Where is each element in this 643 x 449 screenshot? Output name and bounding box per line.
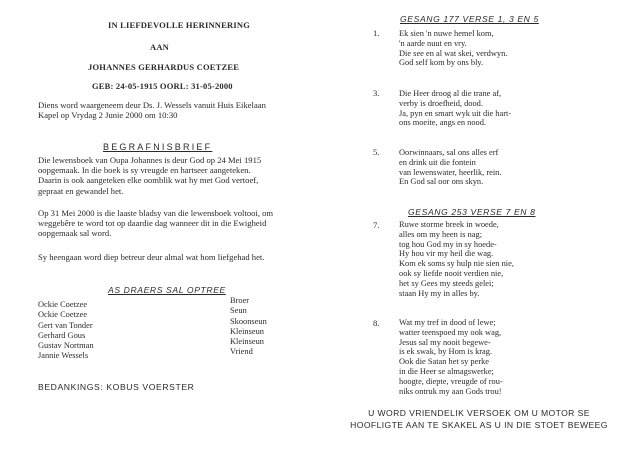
closing-request-line1: U WORD VRIENDELIK VERSOEK OM U MOTOR SE: [368, 408, 590, 418]
verse-line: Jesus sal my nooit begewe-: [399, 337, 491, 347]
bearers-relations: [230, 296, 267, 358]
verse-line: Die Heer droog al die trane af,: [399, 89, 502, 98]
paragraph-line: Op 31 Mei 2000 is die laaste bladsy van die lewensboek voltooi, om: [38, 208, 274, 218]
birth-death-dates: GEB: 24-05-1915 OORL: 31-05-2000: [92, 81, 233, 91]
hymn1-verse: [399, 148, 501, 187]
memorial-aan: AAN: [150, 42, 170, 52]
paragraph-line: gepraat en gewandel het.: [38, 185, 124, 196]
bearer-relation: Skoonseun: [230, 316, 267, 326]
verse-line: Die see en al wat skei, verdwyn.: [399, 48, 508, 58]
verse-line: ons moeite, angs en nood.: [399, 118, 486, 128]
verse-line: Ruwe storme breek in woede,: [399, 220, 499, 229]
verse-line: watter teenspoed my ook wag,: [399, 327, 502, 337]
service-line: Kapel op Vrydag 2 Junie 2000 om 10:30: [38, 110, 178, 121]
hymn1-verse-number: 1.: [373, 28, 380, 38]
service-line: Diens word waargeneem deur Ds. J. Wessels vanuit Huis Eikelaan: [38, 100, 266, 110]
bearer-relation: Kleinseun: [230, 337, 264, 347]
verse-line: hoogte, diepte, vreugde of rou-: [399, 376, 503, 386]
verse-line: het sy Gees my steeds gelei;: [399, 278, 494, 288]
bearer-name: Ockie Coetzee: [38, 310, 88, 320]
hymn1-heading: GESANG 177 VERSE 1, 3 EN 5: [400, 14, 539, 24]
letter-paragraph-3: Sy heengaan word diep betreur deur almal wat hom liefgehad het.: [38, 252, 265, 262]
bearer-name: Jannie Wessels: [38, 351, 89, 361]
verse-line: En God sal oor ons skyn.: [399, 177, 484, 187]
verse-line: Kom ek soms sy hulp nie sien nie,: [399, 259, 514, 269]
verse-line: staan Hy my in alles by.: [399, 288, 480, 298]
closing-request-line2: HOOFLIGTE AAN TE SKAKEL AS U IN DIE STOET BEWEEG: [350, 420, 608, 430]
service-info: [38, 100, 266, 120]
letter-paragraph-1: [38, 155, 261, 196]
verse-line: Ja, pyn en smart wyk uit die hart-: [399, 108, 512, 118]
hymn1-verse: [399, 29, 507, 68]
verse-line: God self kom by ons bly.: [399, 58, 484, 68]
verse-line: Wat my tref in dood of lewe;: [399, 318, 496, 327]
paragraph-line: oopgemaak sal word.: [38, 228, 112, 239]
bearer-name: Gustav Nortman: [38, 341, 94, 351]
verse-line: 'n aarde nuut en vry.: [399, 38, 467, 48]
hymn1-verse-number: 5.: [373, 147, 380, 157]
hymn1-verse: [399, 89, 511, 128]
verse-line: tog hou God my in sy hoede-: [399, 239, 497, 249]
letter-heading: BEGRAFNISBRIEF: [103, 142, 213, 152]
paragraph-line: oopgemaak. In die boek is sy vreugde en hartseer aangeteken.: [38, 165, 251, 176]
memorial-title: IN LIEFDEVOLLE HERINNERING: [108, 20, 251, 30]
deceased-name: JOHANNES GERHARDUS COETZEE: [88, 62, 240, 72]
bearer-name: Gerhard Gous: [38, 330, 86, 340]
hymn2-heading: GESANG 253 VERSE 7 EN 8: [408, 207, 536, 217]
bearers-names: [38, 300, 94, 362]
bearer-relation: Seun: [230, 306, 247, 316]
verse-line: is ek swak, by Hom is krag.: [399, 347, 493, 357]
hymn1-verse-number: 3.: [373, 88, 380, 98]
verse-line: verby is droefheid, dood.: [399, 98, 483, 108]
hymn2-verse-number: 7.: [373, 220, 380, 230]
bearers-heading: AS DRAERS SAL OPTREE: [108, 285, 226, 295]
bearer-relation: Kleinseun: [230, 326, 264, 336]
verse-line: in die Heer se almagswerke;: [399, 366, 494, 376]
bearer-relation: Vriend: [230, 347, 253, 357]
verse-line: Hy hou vir my heil die wag.: [399, 249, 494, 259]
verse-line: Oorwinnaars, sal ons alles erf: [399, 148, 499, 157]
verse-line: niks ontruk my aan Gods trou!: [399, 386, 502, 396]
verse-line: Ook die Satan het sy perke: [399, 357, 490, 367]
hymn2-verse: [399, 318, 503, 396]
bearer-name: Ockie Coetzee: [38, 300, 88, 309]
hymn2-verse-number: 8.: [373, 318, 380, 328]
hymn2-verse: [399, 220, 514, 298]
paragraph-line: Die lewensboek van Oupa Johannes is deur God op 24 Mei 1915: [38, 155, 262, 165]
verse-line: en drink uit die fontein: [399, 157, 476, 167]
thanks-line: BEDANKINGS: KOBUS VOERSTER: [38, 382, 195, 392]
verse-line: Ek sien 'n nuwe hemel kom,: [399, 29, 494, 38]
verse-line: van lewenswater, heerlik, rein.: [399, 167, 502, 177]
bearer-relation: Broer: [230, 296, 250, 305]
letter-paragraph-2: [38, 208, 273, 239]
verse-line: alles om my heen is nag;: [399, 229, 483, 239]
bearer-name: Gert van Tonder: [38, 320, 93, 330]
verse-line: ook sy liefde nooit verdien nie,: [399, 268, 504, 278]
paragraph-line: Daarin is ook aangeteken elke oomblik wat hy met God vertoef,: [38, 175, 259, 186]
paragraph-line: weggebêre te word tot op daardie dag wanneer dit in die Ewigheid: [38, 218, 267, 229]
